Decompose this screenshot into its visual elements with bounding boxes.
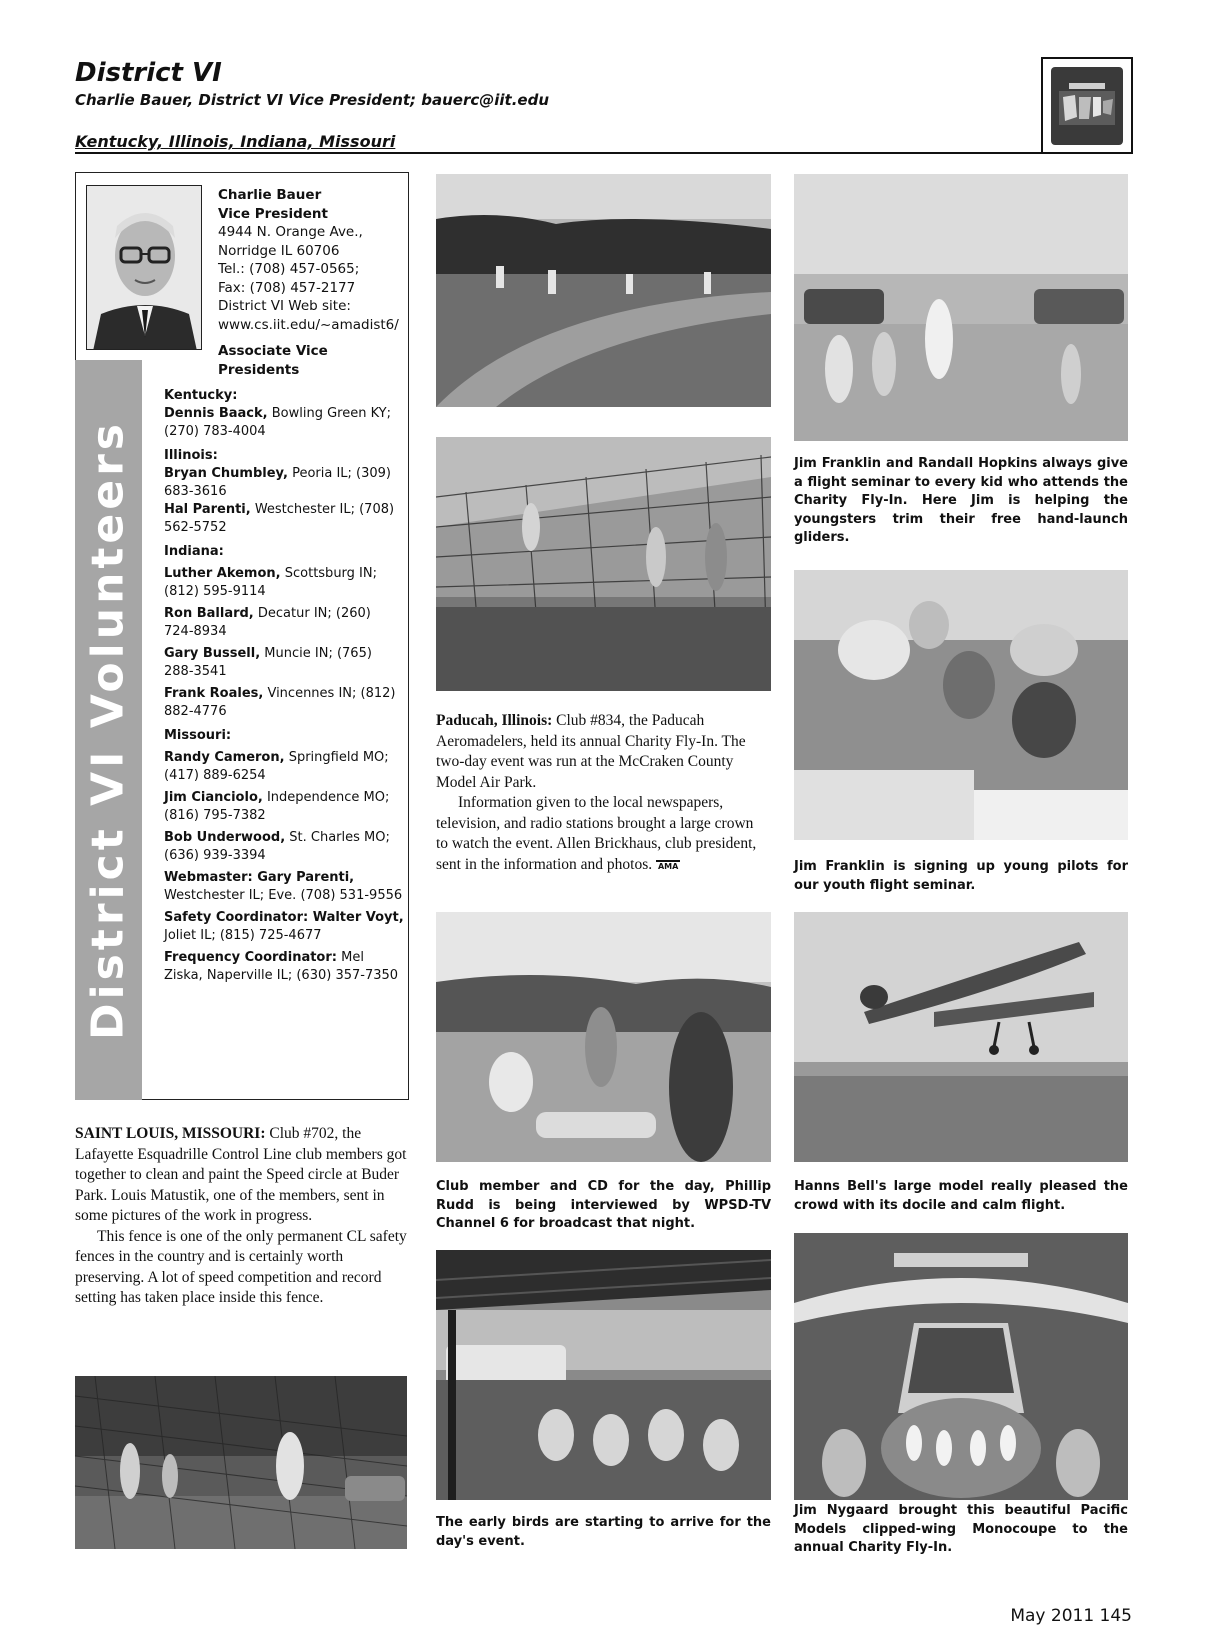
webmaster-entry: Webmaster: Gary Parenti, Westchester IL; Eve. (708) 531-9556 bbox=[164, 870, 403, 903]
photo-fence-cleaning bbox=[436, 437, 771, 691]
caption-signing-up: Jim Franklin is signing up young pilots for our youth flight seminar. bbox=[794, 859, 1128, 893]
story-paragraph: This fence is one of the only permanent CL safety fences in the country and is certainly worth preserving. A lot of speed competition and record setting has taken place inside this fence. bbox=[75, 1227, 407, 1306]
volunteer-entry: Bryan Chumbley, Peoria IL; (309) 683-3616 bbox=[164, 466, 391, 499]
photo-early-birds bbox=[436, 1250, 771, 1500]
vp-title: Vice President bbox=[218, 205, 328, 222]
district-map-icon bbox=[1051, 67, 1123, 145]
volunteer-entry: Bob Underwood, St. Charles MO; (636) 939-3394 bbox=[164, 830, 390, 863]
associate-vp-heading: Associate Vice Presidents bbox=[218, 343, 328, 378]
state-indiana: Indiana: bbox=[164, 544, 224, 559]
page-footer: May 2011 145 bbox=[1010, 1606, 1132, 1626]
photo-speed-circle-fence bbox=[75, 1376, 407, 1549]
vp-contact bbox=[218, 186, 404, 334]
volunteer-entry: Randy Cameron, Springfield MO; (417) 889-6254 bbox=[164, 750, 389, 783]
volunteer-entry: Frank Roales, Vincennes IN; (812) 882-4776 bbox=[164, 686, 396, 719]
vp-address-line2: Norridge IL 60706 bbox=[218, 242, 340, 259]
story-paragraph: Information given to the local newspapers, television, and radio stations brought a large crown to watch the event. Allen Brickhaus, club president, sent in the information and photos. AMA bbox=[436, 794, 757, 873]
volunteer-entry: Hal Parenti, Westchester IL; (708) 562-5752 bbox=[164, 502, 395, 535]
photo-signing-up-pilots bbox=[794, 570, 1128, 840]
vp-fax: Fax: (708) 457-2177 bbox=[218, 279, 356, 296]
page-subtitle: Charlie Bauer, District VI Vice President; bauerc@iit.edu bbox=[75, 91, 550, 109]
vp-web-label: District VI Web site: bbox=[218, 298, 351, 314]
caption-hanns-bell: Hanns Bell's large model really pleased the crowd with its docile and calm flight. bbox=[794, 1179, 1128, 1213]
caption-monocoupe: Jim Nygaard brought this beautiful Pacific Models clipped-wing Monocoupe to the annual Charity Fly-In. bbox=[794, 1503, 1128, 1555]
vp-web-url[interactable]: www.cs.iit.edu/~amadist6/ bbox=[218, 316, 399, 333]
header-rule bbox=[75, 152, 1133, 154]
volunteers-vertical-title: District VI Volunteers bbox=[82, 420, 134, 1040]
volunteer-entry: Jim Cianciolo, Independence MO; (816) 795-7382 bbox=[164, 790, 390, 823]
district-states: Kentucky, Illinois, Indiana, Missouri bbox=[75, 132, 396, 151]
volunteer-list bbox=[164, 387, 404, 985]
vp-address-line1: 4944 N. Orange Ave., bbox=[218, 224, 363, 240]
story-lead: Paducah, Illinois: bbox=[436, 712, 553, 729]
volunteer-entry: Dennis Baack, Bowling Green KY; (270) 783-4004 bbox=[164, 406, 391, 439]
vp-tel: Tel.: (708) 457-0565; bbox=[218, 261, 360, 277]
photo-monocoupe bbox=[794, 1233, 1128, 1500]
story-lead: SAINT LOUIS, MISSOURI: bbox=[75, 1125, 266, 1142]
photo-tv-interview bbox=[436, 912, 771, 1162]
district-map-logo bbox=[1041, 57, 1133, 154]
state-illinois: Illinois: bbox=[164, 448, 218, 463]
photo-field-workers bbox=[436, 174, 771, 407]
volunteer-entry: Luther Akemon, Scottsburg IN; (812) 595-9114 bbox=[164, 566, 377, 599]
story-saint-louis bbox=[75, 1124, 407, 1309]
frequency-coordinator-entry: Frequency Coordinator: Mel Ziska, Naperville IL; (630) 357-7350 bbox=[164, 950, 399, 983]
volunteer-entry: Ron Ballard, Decatur IN; (260) 724-8934 bbox=[164, 606, 371, 639]
state-missouri: Missouri: bbox=[164, 728, 232, 743]
story-paragraph: SAINT LOUIS, MISSOURI: Club #702, the Lafayette Esquadrille Control Line club members got together to clean and paint the Speed circle at Buder Park. Louis Matustik, one of the members, sent in some pictures of the work in progress. bbox=[75, 1125, 407, 1224]
caption-early-birds: The early birds are starting to arrive for the day's event. bbox=[436, 1515, 771, 1549]
state-kentucky: Kentucky: bbox=[164, 388, 238, 403]
page-title: District VI bbox=[75, 58, 222, 88]
story-paragraph: Paducah, Illinois: Club #834, the Paducah Aeromadelers, held its annual Charity Fly-In. The two-day event was run at the McCraken County Model Air Park. bbox=[436, 712, 746, 791]
vp-portrait bbox=[86, 185, 202, 350]
safety-coordinator-entry: Safety Coordinator: Walter Voyt, Joliet IL; (815) 725-4677 bbox=[164, 910, 404, 943]
vp-name: Charlie Bauer bbox=[218, 187, 322, 203]
photo-flight-seminar bbox=[794, 174, 1128, 441]
ama-end-mark: AMA bbox=[657, 861, 679, 871]
caption-rudd-interview: Club member and CD for the day, Phillip Rudd is being interviewed by WPSD-TV Channel 6 for broadcast that night. bbox=[436, 1179, 771, 1231]
volunteer-entry: Gary Bussell, Muncie IN; (765) 288-3541 bbox=[164, 646, 372, 679]
photo-hanns-bell-model bbox=[794, 912, 1128, 1162]
caption-flight-seminar: Jim Franklin and Randall Hopkins always give a flight seminar to every kid who attends the Charity Fly-In. Here Jim is helping the youngsters trim their free hand-launch gliders. bbox=[794, 456, 1128, 545]
story-paducah bbox=[436, 711, 766, 875]
